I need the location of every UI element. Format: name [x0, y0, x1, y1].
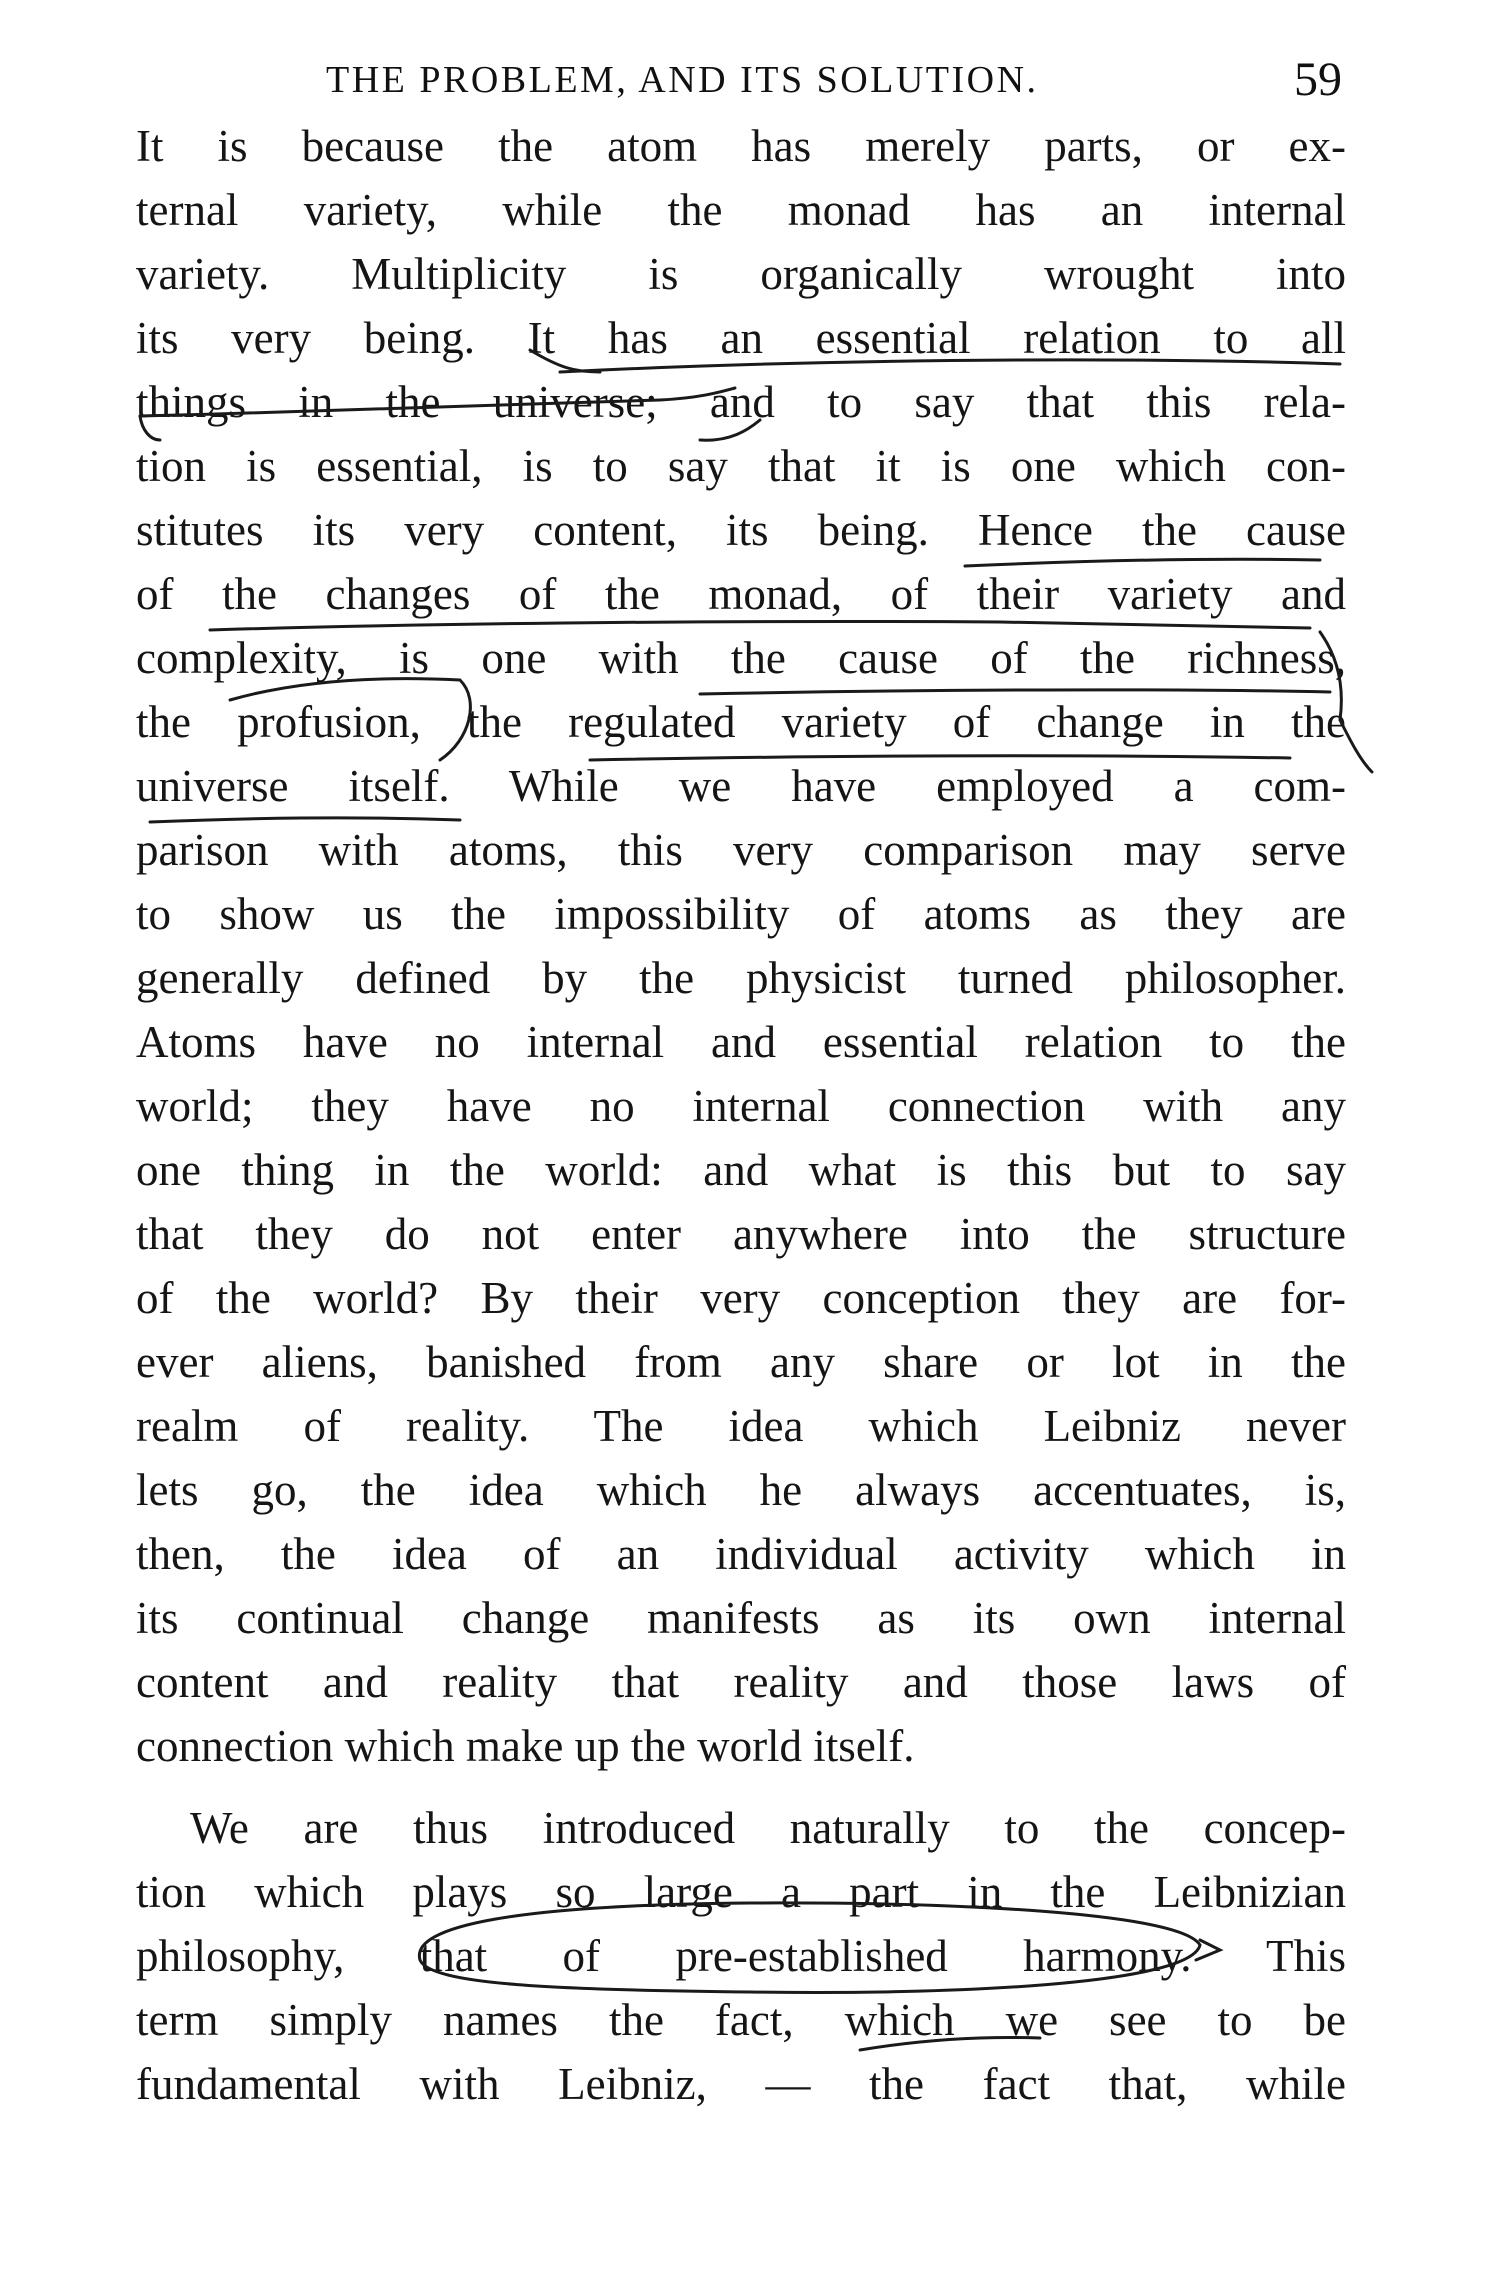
text-line: parison with atoms, this very comparison may serve: [136, 825, 1346, 875]
text-line: philosophy, that of pre-established harmony. This: [136, 1931, 1346, 1981]
text-line: generally defined by the physicist turned philosopher.: [136, 953, 1346, 1003]
text-line: of the world? By their very conception they are for-: [136, 1273, 1346, 1323]
text-line: We are thus introduced naturally to the concep-: [190, 1803, 1346, 1853]
running-head: [136, 52, 1346, 112]
text-line: of the changes of the monad, of their variety and: [136, 569, 1346, 619]
text-line: realm of reality. The idea which Leibniz never: [136, 1401, 1346, 1451]
text-line: term simply names the fact, which we see to be: [136, 1995, 1346, 2045]
text-line: connection which make up the world itself.: [136, 1721, 915, 1771]
text-line: that they do not enter anywhere into the structure: [136, 1209, 1346, 1259]
text-line: fundamental with Leibniz, — the fact that, while: [136, 2059, 1346, 2109]
text-line: ever aliens, banished from any share or lot in the: [136, 1337, 1346, 1387]
running-title: THE PROBLEM, AND ITS SOLUTION.: [326, 59, 1039, 101]
text-line: ternal variety, while the monad has an internal: [136, 185, 1346, 235]
text-line: the profusion, the regulated variety of change in the: [136, 697, 1346, 747]
page-number: 59: [1294, 53, 1342, 106]
text-line: stitutes its very content, its being. Hence the cause: [136, 505, 1346, 555]
text-line: to show us the impossibility of atoms as they are: [136, 889, 1346, 939]
text-line: tion which plays so large a part in the Leibnizian: [136, 1867, 1346, 1917]
text-line: its very being. It has an essential relation to all: [136, 313, 1346, 363]
text-line: Atoms have no internal and essential relation to the: [136, 1017, 1346, 1067]
text-line: complexity, is one with the cause of the richness,: [136, 633, 1346, 683]
text-line: things in the universe; and to say that this rela-: [136, 377, 1346, 427]
text-line: content and reality that reality and those laws of: [136, 1657, 1346, 1707]
text-line: one thing in the world: and what is this but to say: [136, 1145, 1346, 1195]
text-line: universe itself. While we have employed a com-: [136, 761, 1346, 811]
text-line: variety. Multiplicity is organically wrought into: [136, 249, 1346, 299]
text-line: tion is essential, is to say that it is one which con-: [136, 441, 1346, 491]
text-line: its continual change manifests as its own internal: [136, 1593, 1346, 1643]
text-line: then, the idea of an individual activity which in: [136, 1529, 1346, 1579]
text-line: It is because the atom has merely parts, or ex-: [136, 121, 1346, 171]
text-line: lets go, the idea which he always accentuates, is,: [136, 1465, 1346, 1515]
text-line: world; they have no internal connection with any: [136, 1081, 1346, 1131]
